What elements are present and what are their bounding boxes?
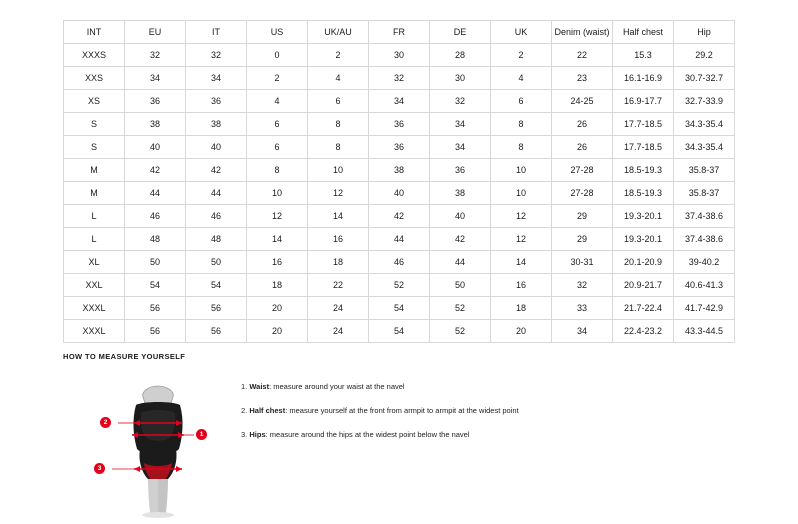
table-row [64,297,735,320]
cell-hip: 34.3-35.4 [674,113,735,136]
cell-half-chest: 22.4-23.2 [613,320,674,343]
table-row [64,136,735,159]
cell-fr: 36 [369,113,430,136]
cell-fr: 46 [369,251,430,274]
cell-uk: 20 [491,320,552,343]
cell-hip: 43.3-44.5 [674,320,735,343]
cell-it: 54 [186,274,247,297]
cell-eu: 44 [125,182,186,205]
cell-de: 28 [430,44,491,67]
measure-step-hips [241,429,761,440]
cell-denim-waist: 27-28 [552,159,613,182]
step-term-waist: Waist [249,382,270,391]
cell-hip: 40.6-41.3 [674,274,735,297]
cell-us: 4 [247,90,308,113]
cell-uk-au: 8 [308,136,369,159]
column-header-denim-waist: Denim (waist) [552,21,613,44]
table-header [64,21,735,44]
cell-fr: 30 [369,44,430,67]
cell-de: 42 [430,228,491,251]
cell-de: 32 [430,90,491,113]
cell-eu: 34 [125,67,186,90]
cell-eu: 54 [125,274,186,297]
cell-fr: 44 [369,228,430,251]
cell-uk-au: 10 [308,159,369,182]
cell-denim-waist: 22 [552,44,613,67]
cell-uk-au: 14 [308,205,369,228]
table-header-row [64,21,735,44]
cell-uk: 2 [491,44,552,67]
cell-uk-au: 8 [308,113,369,136]
cell-int: M [64,159,125,182]
cell-us: 18 [247,274,308,297]
cell-hip: 35.8-37 [674,159,735,182]
cell-uk: 18 [491,297,552,320]
cell-it: 50 [186,251,247,274]
cell-de: 44 [430,251,491,274]
cell-half-chest: 16.1-16.9 [613,67,674,90]
cell-fr: 36 [369,136,430,159]
cell-it: 56 [186,297,247,320]
cell-us: 20 [247,320,308,343]
cell-int: XXL [64,274,125,297]
cell-uk: 6 [491,90,552,113]
marker-2: 2 [100,417,111,428]
size-conversion-table [63,20,735,343]
measure-step-half-chest [241,405,761,416]
cell-us: 10 [247,182,308,205]
table-row [64,274,735,297]
cell-int: XXS [64,67,125,90]
table-row [64,44,735,67]
marker-1: 1 [196,429,207,440]
cell-fr: 52 [369,274,430,297]
cell-de: 38 [430,182,491,205]
cell-eu: 46 [125,205,186,228]
cell-denim-waist: 27-28 [552,182,613,205]
cell-denim-waist: 29 [552,205,613,228]
marker-3: 3 [94,463,105,474]
how-to-measure-section [63,352,763,472]
cell-fr: 32 [369,67,430,90]
cell-it: 46 [186,205,247,228]
cell-us: 16 [247,251,308,274]
cell-it: 44 [186,182,247,205]
cell-half-chest: 19.3-20.1 [613,205,674,228]
cell-fr: 54 [369,320,430,343]
cell-it: 34 [186,67,247,90]
table-row [64,90,735,113]
mannequin-illustration [88,379,228,519]
cell-denim-waist: 26 [552,136,613,159]
cell-half-chest: 18.5-19.3 [613,182,674,205]
cell-hip: 30.7-32.7 [674,67,735,90]
cell-de: 36 [430,159,491,182]
cell-int: XS [64,90,125,113]
cell-uk-au: 24 [308,297,369,320]
cell-uk-au: 12 [308,182,369,205]
cell-hip: 34.3-35.4 [674,136,735,159]
cell-us: 2 [247,67,308,90]
table-row [64,113,735,136]
cell-it: 32 [186,44,247,67]
cell-denim-waist: 34 [552,320,613,343]
cell-us: 8 [247,159,308,182]
cell-de: 50 [430,274,491,297]
cell-uk-au: 6 [308,90,369,113]
cell-half-chest: 18.5-19.3 [613,159,674,182]
cell-uk-au: 24 [308,320,369,343]
column-header-uk: UK [491,21,552,44]
step-number-1: 1. [241,382,248,391]
cell-uk-au: 4 [308,67,369,90]
cell-half-chest: 16.9-17.7 [613,90,674,113]
column-header-int: INT [64,21,125,44]
cell-hip: 37.4-38.6 [674,228,735,251]
cell-us: 14 [247,228,308,251]
cell-eu: 42 [125,159,186,182]
cell-half-chest: 21.7-22.4 [613,297,674,320]
cell-hip: 35.8-37 [674,182,735,205]
mannequin-svg [88,379,228,519]
cell-fr: 54 [369,297,430,320]
cell-it: 36 [186,90,247,113]
cell-us: 6 [247,136,308,159]
cell-half-chest: 15.3 [613,44,674,67]
cell-int: XXXL [64,297,125,320]
table-row [64,205,735,228]
cell-fr: 42 [369,205,430,228]
cell-int: XXXL [64,320,125,343]
cell-uk-au: 18 [308,251,369,274]
cell-it: 38 [186,113,247,136]
table-row [64,67,735,90]
cell-uk: 16 [491,274,552,297]
table-row [64,320,735,343]
cell-it: 42 [186,159,247,182]
cell-eu: 32 [125,44,186,67]
cell-hip: 29.2 [674,44,735,67]
cell-de: 52 [430,297,491,320]
table-row [64,182,735,205]
column-header-uk-au: UK/AU [308,21,369,44]
cell-half-chest: 19.3-20.1 [613,228,674,251]
column-header-half-chest: Half chest [613,21,674,44]
cell-hip: 39-40.2 [674,251,735,274]
cell-fr: 38 [369,159,430,182]
table-body [64,44,735,343]
step-text-half-chest: : measure yourself at the front from armpit to armpit at the widest point [285,406,519,415]
cell-uk: 8 [491,136,552,159]
column-header-eu: EU [125,21,186,44]
cell-int: XL [64,251,125,274]
column-header-it: IT [186,21,247,44]
cell-uk: 10 [491,159,552,182]
cell-de: 34 [430,113,491,136]
cell-int: L [64,205,125,228]
step-text-waist: : measure around your waist at the navel [269,382,405,391]
column-header-hip: Hip [674,21,735,44]
cell-hip: 41.7-42.9 [674,297,735,320]
cell-uk-au: 2 [308,44,369,67]
cell-uk: 12 [491,228,552,251]
cell-eu: 50 [125,251,186,274]
cell-de: 40 [430,205,491,228]
cell-eu: 48 [125,228,186,251]
step-term-hips: Hips [249,430,266,439]
cell-denim-waist: 29 [552,228,613,251]
column-header-us: US [247,21,308,44]
cell-fr: 40 [369,182,430,205]
cell-de: 52 [430,320,491,343]
cell-fr: 34 [369,90,430,113]
measure-step-waist [241,381,761,392]
cell-uk-au: 16 [308,228,369,251]
step-number-2: 2. [241,406,248,415]
table-row [64,251,735,274]
cell-hip: 37.4-38.6 [674,205,735,228]
cell-us: 12 [247,205,308,228]
column-header-fr: FR [369,21,430,44]
cell-eu: 56 [125,320,186,343]
cell-it: 56 [186,320,247,343]
cell-half-chest: 20.9-21.7 [613,274,674,297]
how-to-measure-title: HOW TO MEASURE YOURSELF [63,352,186,361]
cell-eu: 40 [125,136,186,159]
cell-us: 0 [247,44,308,67]
cell-denim-waist: 23 [552,67,613,90]
cell-half-chest: 20.1-20.9 [613,251,674,274]
cell-us: 6 [247,113,308,136]
cell-int: M [64,182,125,205]
step-number-3: 3. [241,430,248,439]
cell-uk: 8 [491,113,552,136]
cell-int: S [64,136,125,159]
table-row [64,228,735,251]
size-table-container [63,20,735,343]
cell-it: 40 [186,136,247,159]
cell-uk: 4 [491,67,552,90]
cell-denim-waist: 33 [552,297,613,320]
cell-eu: 36 [125,90,186,113]
cell-uk: 12 [491,205,552,228]
cell-hip: 32.7-33.9 [674,90,735,113]
cell-de: 34 [430,136,491,159]
step-text-hips: : measure around the hips at the widest point below the navel [265,430,470,439]
cell-int: XXXS [64,44,125,67]
cell-uk: 10 [491,182,552,205]
cell-de: 30 [430,67,491,90]
cell-eu: 56 [125,297,186,320]
cell-int: L [64,228,125,251]
cell-int: S [64,113,125,136]
cell-uk-au: 22 [308,274,369,297]
cell-us: 20 [247,297,308,320]
cell-half-chest: 17.7-18.5 [613,136,674,159]
cell-denim-waist: 26 [552,113,613,136]
cell-denim-waist: 24-25 [552,90,613,113]
column-header-de: DE [430,21,491,44]
table-row [64,159,735,182]
cell-half-chest: 17.7-18.5 [613,113,674,136]
cell-it: 48 [186,228,247,251]
cell-denim-waist: 30-31 [552,251,613,274]
measure-steps-list [241,381,761,453]
cell-uk: 14 [491,251,552,274]
cell-eu: 38 [125,113,186,136]
step-term-half-chest: Half chest [249,406,286,415]
cell-denim-waist: 32 [552,274,613,297]
